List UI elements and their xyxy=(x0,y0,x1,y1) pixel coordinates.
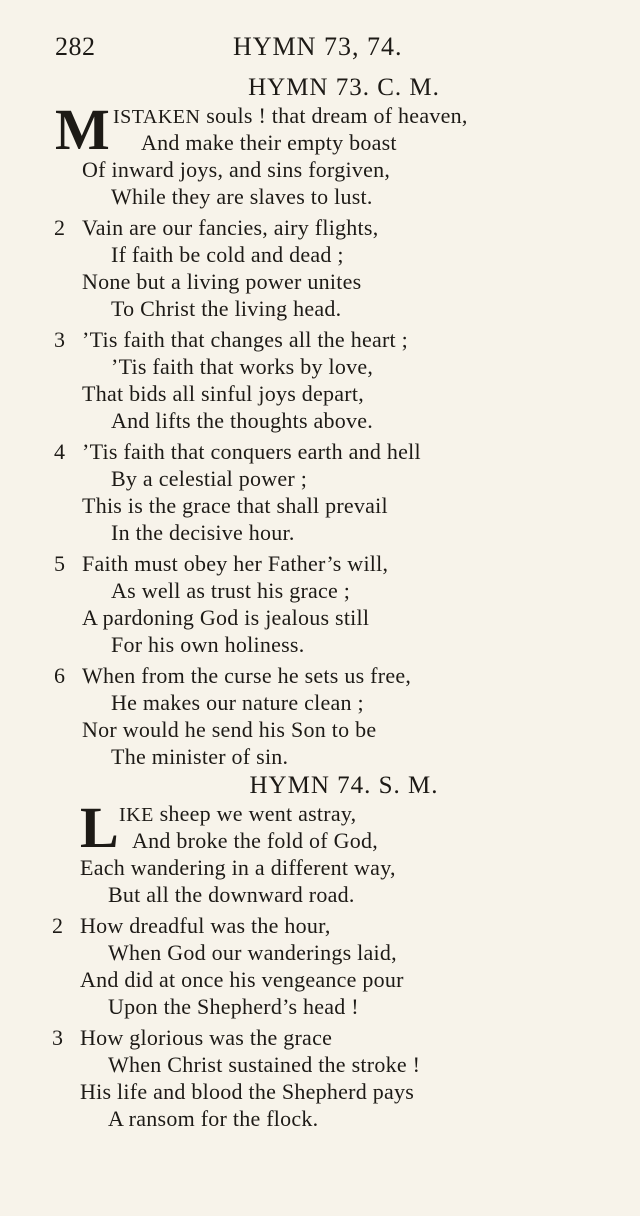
first-word-small-caps: IKE xyxy=(119,804,154,826)
page-number: 282 xyxy=(55,32,96,61)
verse-line: While they are slaves to lust. xyxy=(111,184,373,209)
verse-line: By a celestial power ; xyxy=(111,466,308,491)
verse-line: For his own holiness. xyxy=(111,632,305,657)
verse-line: He makes our nature clean ; xyxy=(111,690,364,715)
verse-line: A pardoning God is jealous still xyxy=(82,605,370,630)
verse-line: ’Tis faith that works by love, xyxy=(111,354,374,379)
verse-line: And make their empty boast xyxy=(141,130,397,155)
verse-line: Nor would he send his Son to be xyxy=(82,717,377,742)
verse-line: Upon the Shepherd’s head ! xyxy=(108,994,359,1019)
verse-line: As well as trust his grace ; xyxy=(111,578,351,603)
stanza-number: 2 xyxy=(52,913,63,938)
verse-line: Each wandering in a different way, xyxy=(80,855,396,880)
verse-line: His life and blood the Shepherd pays xyxy=(80,1079,415,1104)
verse-line: In the decisive hour. xyxy=(111,520,295,545)
verse-line: How glorious was the grace xyxy=(80,1025,333,1050)
verse-line: None but a living power unites xyxy=(82,269,362,294)
first-word-small-caps: ISTAKEN xyxy=(113,106,201,128)
verse-line: The minister of sin. xyxy=(111,744,289,769)
verse-line: Faith must obey her Father’s will, xyxy=(82,551,389,576)
verse-line: This is the grace that shall prevail xyxy=(82,493,388,518)
verse-line: That bids all sinful joys depart, xyxy=(82,381,364,406)
running-title: HYMN 73, 74. xyxy=(233,32,403,61)
hymn-73-first-line xyxy=(113,102,468,131)
drop-cap-m: M xyxy=(55,97,110,162)
verse-line: When Christ sustained the stroke ! xyxy=(108,1052,421,1077)
verse-line: When from the curse he sets us free, xyxy=(82,663,412,688)
verse-line: But all the downward road. xyxy=(108,882,355,907)
verse-line: ’Tis faith that changes all the heart ; xyxy=(82,327,409,352)
hymn-73-heading: HYMN 73. C. M. xyxy=(248,74,440,101)
running-head xyxy=(55,30,605,64)
stanza-number: 4 xyxy=(54,439,65,464)
first-line-rest: souls ! that dream of heaven, xyxy=(200,103,468,128)
verse-line: Of inward joys, and sins forgiven, xyxy=(82,157,391,182)
verse-line: How dreadful was the hour, xyxy=(80,913,331,938)
verse-line: If faith be cold and dead ; xyxy=(111,242,344,267)
verse-line: And lifts the thoughts above. xyxy=(111,408,374,433)
verse-line: To Christ the living head. xyxy=(111,296,342,321)
stanza-number: 2 xyxy=(54,215,65,240)
verse-line: Vain are our fancies, airy flights, xyxy=(82,215,379,240)
verse-line: A ransom for the flock. xyxy=(108,1106,319,1131)
drop-cap-l: L xyxy=(80,795,119,860)
hymn-74-first-line xyxy=(119,800,356,829)
verse-line: And did at once his vengeance pour xyxy=(80,967,404,992)
stanza-number: 5 xyxy=(54,551,65,576)
first-line-rest: sheep we went astray, xyxy=(153,801,357,826)
verse-line: ’Tis faith that conquers earth and hell xyxy=(82,439,421,464)
verse-line: And broke the fold of God, xyxy=(132,828,379,853)
verse-line: When God our wanderings laid, xyxy=(108,940,397,965)
stanza-number: 3 xyxy=(52,1025,63,1050)
stanza-number: 3 xyxy=(54,327,65,352)
stanza-number: 6 xyxy=(54,663,65,688)
hymn-74-heading: HYMN 74. S. M. xyxy=(249,772,439,799)
